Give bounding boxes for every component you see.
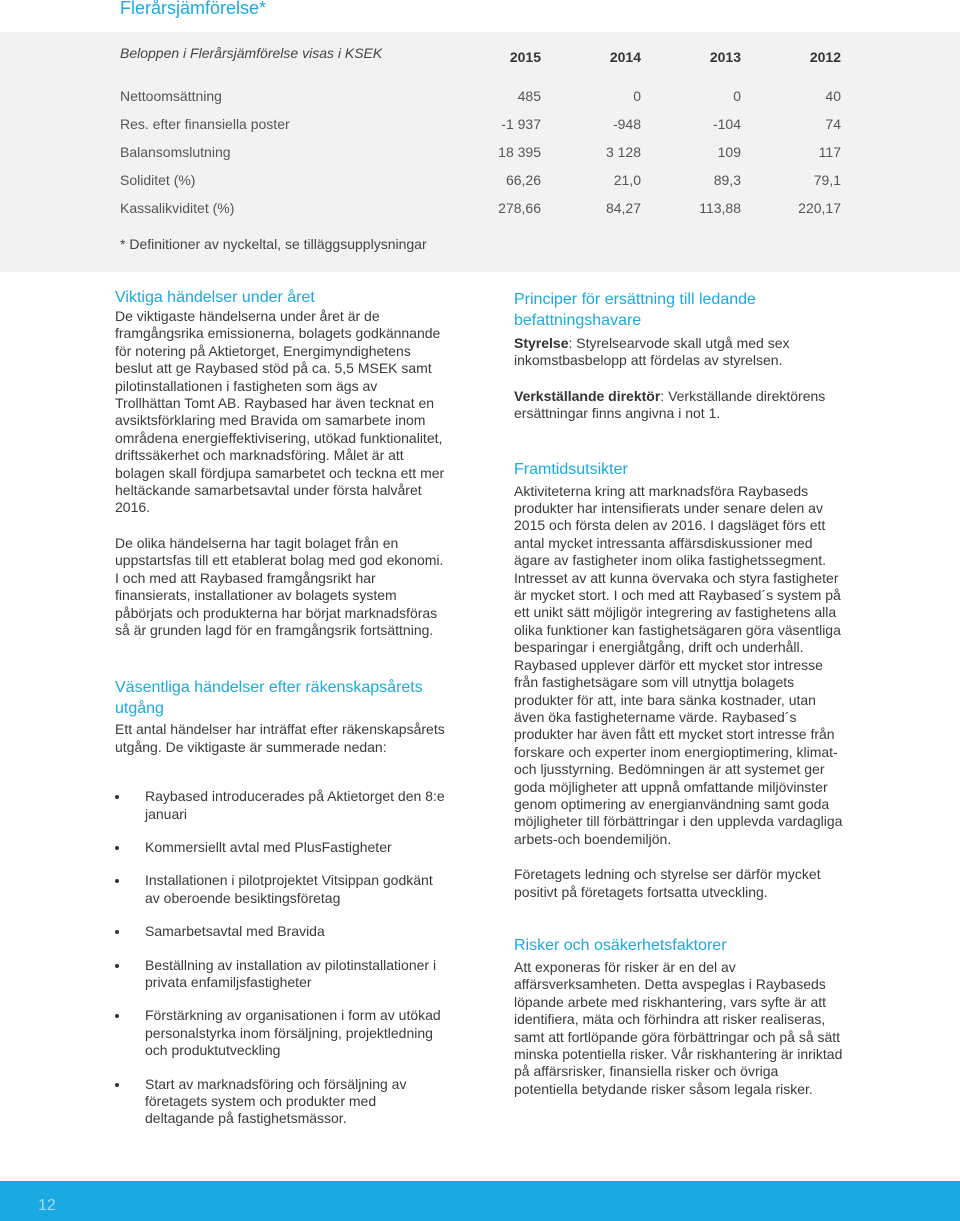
list-item: Beställning av installation av pilotinstallationer i privata enfamiljsfastigheter	[115, 957, 445, 992]
list-item: Installationen i pilotprojektet Vitsippan godkänt av oberoende besiktingsföretag	[115, 872, 445, 907]
row-label: Kassalikviditet (%)	[120, 200, 235, 216]
table-cell: 0	[633, 88, 641, 104]
table-cell: 109	[717, 144, 741, 160]
list-item: Raybased introducerades på Aktietorget den 8:e januari	[115, 788, 445, 823]
list-item: Kommersiellt avtal med PlusFastigheter	[115, 839, 445, 856]
paragraph: Styrelse: Styrelsearvode skall utgå med sex inkomstbasbelopp att fördelas av styrelsen.	[514, 335, 790, 369]
table-cell: 84,27	[605, 200, 641, 216]
table-cell: 79,1	[813, 172, 841, 188]
table-cell: -104	[712, 116, 741, 132]
bullet-icon	[115, 1083, 119, 1087]
page-title: Flerårsjämförelse*	[120, 0, 267, 18]
row-label: Soliditet (%)	[120, 172, 196, 188]
left-column	[115, 287, 445, 1144]
paragraph: De viktigaste händelserna under året är de framgångsrika emissionerna, bolagets godkännande för notering på Aktietorget, Energimyndighetens beslut att ge Raybased stöd på ca. 5,5 MSEK samt pilotinstallationen i fastigheten som ägs av Trollhättan Tomt AB. Raybased har även tecknat en avsiktsförklaring med Bravida om samarbete inom områdena energieffektivisering, utökad funktionalitet, driftssäkerhet och marknadsföring. Målet är att bolagen skall fördjupa samarbetet och teckna ett mer heltäckande samarbetsavtal under första halvåret 2016.	[115, 308, 445, 516]
table-cell: 21,0	[613, 172, 641, 188]
paragraph: Ett antal händelser har inträffat efter räkenskapsårets utgång. De viktigaste är summerade nedan:	[115, 721, 445, 755]
row-label: Nettoomsättning	[120, 88, 222, 104]
section-heading: Viktiga händelser under året	[115, 289, 315, 306]
table-cell: -948	[612, 116, 641, 132]
table-cell: 66,26	[505, 172, 541, 188]
section-heading: Risker och osäkerhetsfaktorer	[514, 936, 727, 954]
list-item: Start av marknadsföring och försäljning av företagets system och produkter med deltagande på fastighetsmässor.	[115, 1076, 445, 1128]
table-caption: Beloppen i Flerårsjämförelse visas i KSEK	[120, 45, 383, 61]
table-cell: 485	[517, 88, 541, 104]
year-header: 2014	[609, 49, 641, 65]
bullet-icon	[115, 1014, 119, 1018]
section-heading: Principer för ersättning till ledande befattningshavare	[514, 291, 756, 329]
table-cell: 3 128	[605, 144, 641, 160]
paragraph: Aktiviteterna kring att marknadsföra Raybaseds produkter har intensifierats under senare delen av 2015 och första delen av 2016. I dagsläget förs ett antal mycket intressanta affärsdiskussioner med ägare av fastigheter inom olika fastighetssegment. Intresset av att kunna övervaka och styra fastigheter är mycket stort. I och med att Raybased´s system på ett unikt sätt möjligör integrering av fastighetens alla olika funktioner kan fastighetsägaren göra väsentliga besparingar i energiåtgång, drift och underhåll. Raybased upplever därför ett mycket stor intresse från fastighetsägare som vill utnyttja bolagets produkter för att, inte bara sänka kostnader, utan även öka fastighetername värde. Raybased´s produkter har även fått ett mycket stort intresse från forskare och experter inom energioptimering, klimat- och ljusstyrning. Bedömningen är att systemet ger goda möjligheter att uppnå omfattande miljövinster genom optimering av energianvändning samt goda möjligheter till förbättringar i den upplevda vardagliga arbets-och boendemiljön.	[514, 482, 843, 847]
table-cell: -1 937	[501, 116, 541, 132]
table-cell: 278,66	[498, 200, 541, 216]
row-label: Res. efter finansiella poster	[120, 116, 290, 132]
bullet-icon	[115, 964, 119, 968]
paragraph: Att exponeras för risker är en del av affärsverksamheten. Detta avspeglas i Raybaseds löpande arbete med riskhantering, vars syfte är att identifiera, mäta och förhindra att risker realiseras, samt att fortlöpande göra förbättringar och på så sätt minska potentiella risker. Vår riskhantering är inriktad på affärsrisker, finansiella risker och övriga potentiella betydande risker såsom legala risker.	[514, 958, 843, 1097]
footer-bar	[0, 1181, 960, 1221]
table-cell: 0	[733, 88, 741, 104]
table-cell: 89,3	[713, 172, 741, 188]
table-cell: 40	[825, 88, 841, 104]
table-footnote: * Definitioner av nyckeltal, se tilläggsupplysningar	[120, 236, 427, 252]
table-cell: 18 395	[498, 144, 541, 160]
table-cell: 220,17	[798, 200, 841, 216]
page-number: 12	[38, 1197, 56, 1214]
paragraph: Företagets ledning och styrelse ser därför mycket positivt på företagets fortsatta utveckling.	[514, 866, 821, 900]
section-heading: Väsentliga händelser efter räkenskapsårets utgång	[115, 679, 423, 718]
right-column	[514, 289, 844, 1098]
bullet-icon	[115, 846, 119, 850]
bullet-icon	[115, 879, 119, 883]
table-cell: 74	[825, 116, 841, 132]
table-cell: 117	[818, 144, 841, 160]
bullet-icon	[115, 795, 119, 799]
list-item: Förstärkning av organisationen i form av utökad personalstyrka inom försäljning, projektledning och produktutveckling	[115, 1007, 445, 1059]
section-heading: Framtidsutsikter	[514, 460, 628, 478]
list-item: Samarbetsavtal med Bravida	[115, 923, 445, 940]
row-label: Balansomslutning	[120, 144, 231, 160]
year-header: 2015	[509, 49, 541, 65]
bullet-icon	[115, 930, 119, 934]
year-header: 2013	[709, 49, 741, 65]
paragraph: De olika händelserna har tagit bolaget från en uppstartsfas till ett etablerat bolag med god ekonomi. I och med att Raybased framgångsrikt har finansierats, installationer av bolagets system påbörjats och produkterna har börjat marknadsföras så är grunden lagd för en framgångsrik fortsättning.	[115, 534, 444, 638]
paragraph: Verkställande direktör: Verkställande direktörens ersättningar finns angivna i not 1.	[514, 387, 826, 422]
table-cell: 113,88	[699, 200, 741, 216]
year-header: 2012	[809, 49, 841, 65]
bullet-list	[115, 788, 445, 1128]
